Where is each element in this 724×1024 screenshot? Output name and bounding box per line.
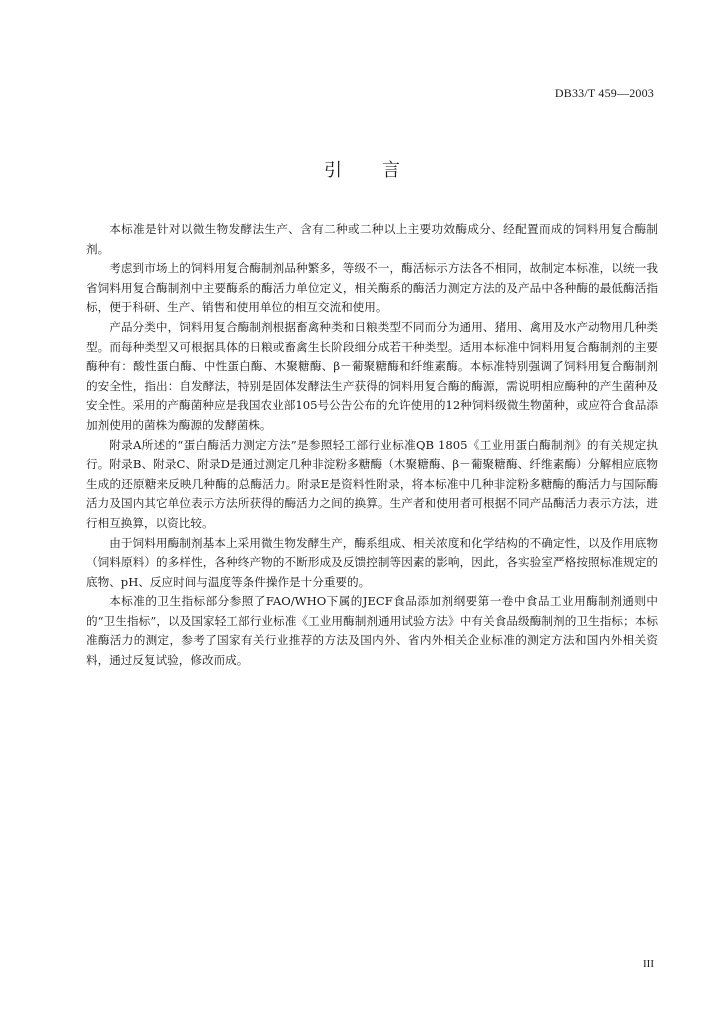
document-number: DB33/T 459—2003 <box>554 86 654 100</box>
introduction-body <box>86 220 658 671</box>
page-title: 引言 <box>324 160 440 181</box>
paragraph-hygiene: 本标准的卫生指标部分参照了FAO/WHO下属的JECF食品添加剂纲要第一卷中食品工业用酶制剂通则中的“卫生指标”，以及国家轻工部行业标准《工业用酶制剂通用试验方法》中有关食品级酶制剂的卫生指标；本标准酶活力的测定，参考了国家有关行业推荐的方法及国内外、省内外相关企业标准的测定方法和国内外相关资料，通过反复试验，修改而成。 <box>86 594 658 668</box>
page-number: III <box>643 958 654 970</box>
paragraph-purpose: 考虑到市场上的饲料用复合酶制剂品种繁多，等级不一，酶活标示方法各不相同，故制定本标准，以统一我省饲料用复合酶制剂中主要酶系的酶活力单位定义，相关酶系的酶活力测定方法的及产品中各种酶的最低酶活指标，便于科研、生产、销售和使用单位的相互交流和使用。 <box>86 261 658 315</box>
paragraph-conditions: 由于饲料用酶制剂基本上采用微生物发酵生产，酶系组成、相关浓度和化学结构的不确定性，以及作用底物（饲料原料）的多样性，各种终产物的不断形成及反馈控制等因素的影响，因此，各实验室严格按照标准规定的底物、pH、反应时间与温度等条件操作是十分重要的。 <box>86 535 658 589</box>
paragraph-appendices: 附录A所述的“蛋白酶活力测定方法”是参照轻工部行业标准QB 1805《工业用蛋白酶制剂》的有关规定执行。附录B、附录C、附录D是通过测定几种非淀粉多糖酶（木聚糖酶、β－葡聚糖酶、纤维素酶）分解相应底物生成的还原糖来反映几种酶的总酶活力。附录E是资料性附录，将本标准中几种非淀粉多糖酶的酶活力与国际酶活力及国内其它单位表示方法所获得的酶活力之间的换算。生产者和使用者可根据不同产品酶活力表示方法，进行相互换算，以资比较。 <box>86 437 658 530</box>
paragraph-classification: 产品分类中，饲料用复合酶制剂根据畜禽种类和日粮类型不同而分为通用、猪用、禽用及水产动物用几种类型。而每种类型又可根据具体的日粮或畜禽生长阶段细分成若干种类型。适用本标准中饲料用复合酶制剂的主要酶种有：酸性蛋白酶、中性蛋白酶、木聚糖酶、β－葡聚糖酶和纤维素酶。本标准特别强调了饲料用复合酶制剂的安全性，指出：自发酵法，特别是固体发酵法生产获得的饲料用复合酶的酶源，需说明相应酶种的产生菌种及安全性。采用的产酶菌种应是我国农业部105号公告公布的允许使用的12种饲料级微生物菌种，或应符合食品添加剂使用的菌株为酶源的发酵菌株。 <box>86 319 658 432</box>
paragraph-scope: 本标准是针对以微生物发酵法生产、含有二种或二种以上主要功效酶成分、经配置而成的饲料用复合酶制剂。 <box>86 222 658 256</box>
